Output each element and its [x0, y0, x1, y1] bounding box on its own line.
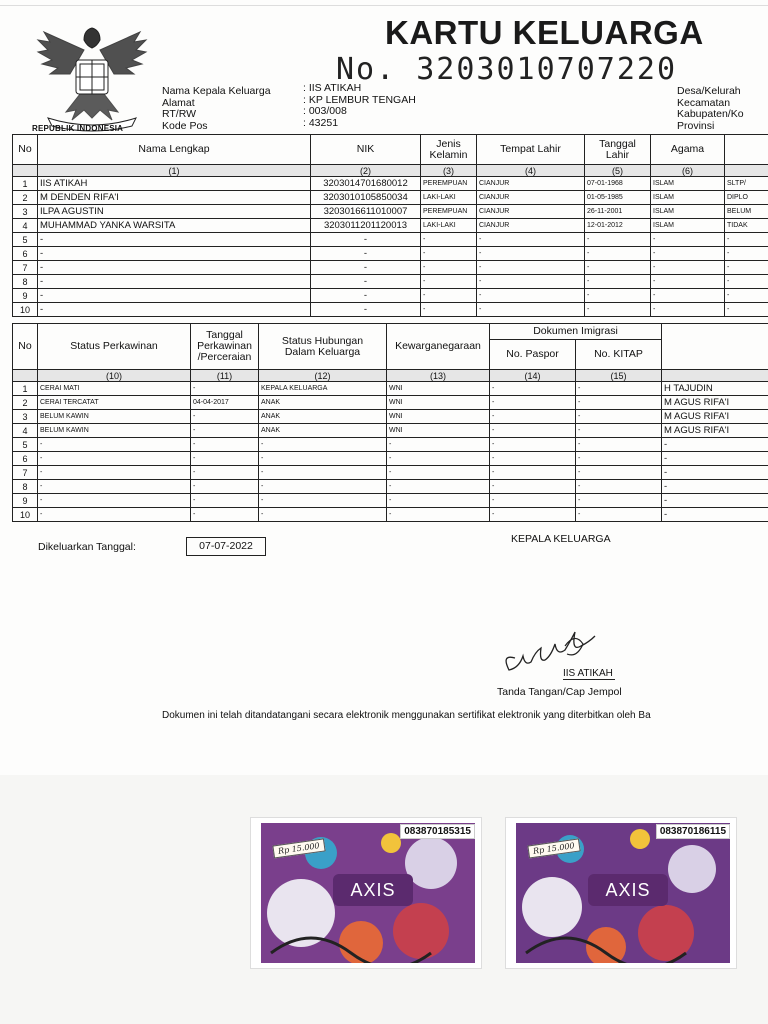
- document-title: KARTU KELUARGA: [385, 14, 704, 51]
- table-cell: -: [576, 410, 662, 424]
- table-cell: -: [477, 289, 585, 303]
- table-cell: M AGUS RIFA'I: [662, 410, 768, 424]
- table-cell: -: [490, 466, 576, 480]
- table-cell: 3203016611010007: [311, 205, 421, 219]
- label-village: Desa/Kelurah: [677, 85, 741, 97]
- table-cell: -: [725, 261, 768, 275]
- table-cell: -: [490, 424, 576, 438]
- column-number: (11): [191, 370, 259, 382]
- col-religion: Agama: [651, 135, 725, 165]
- column-number: (1): [38, 165, 311, 177]
- column-number: (2): [311, 165, 421, 177]
- col-no-2: No: [13, 324, 38, 370]
- column-number: (6): [651, 165, 725, 177]
- col-full-name: Nama Lengkap: [38, 135, 311, 165]
- table-cell: -: [576, 494, 662, 508]
- table-row: [13, 303, 768, 317]
- table-cell: -: [490, 494, 576, 508]
- table-cell: ISLAM: [651, 191, 725, 205]
- table-cell: ILPA AGUSTIN: [38, 205, 311, 219]
- table-cell: -: [259, 452, 387, 466]
- table-cell: IIS ATIKAH: [38, 177, 311, 191]
- table-cell: 1: [13, 177, 38, 191]
- table-cell: CIANJUR: [477, 177, 585, 191]
- table-cell: -: [662, 494, 768, 508]
- header-values: [303, 83, 416, 129]
- table-cell: 07-01-1968: [585, 177, 651, 191]
- table-cell: 10: [13, 303, 38, 317]
- table-cell: M AGUS RIFA'I: [662, 396, 768, 410]
- value-rt-rw: : 003/008: [303, 105, 347, 117]
- table-cell: 8: [13, 275, 38, 289]
- table-cell: -: [651, 289, 725, 303]
- label-rt-rw: RT/RW: [162, 108, 197, 120]
- table-cell: 12-01-2012: [585, 219, 651, 233]
- table-cell: CIANJUR: [477, 219, 585, 233]
- col-gender: Jenis Kelamin: [421, 135, 477, 165]
- column-number: [725, 165, 768, 177]
- electronic-signature-notice: Dokumen ini telah ditandatangani secara elektronik menggunakan sertifikat elektronik yang diterbitkan oleh Ba: [162, 710, 651, 721]
- table-cell: -: [576, 480, 662, 494]
- table-cell: -: [662, 438, 768, 452]
- table-cell: -: [311, 289, 421, 303]
- table-cell: ISLAM: [651, 205, 725, 219]
- table-cell: -: [191, 466, 259, 480]
- table-cell: 26-11-2001: [585, 205, 651, 219]
- table-cell: CIANJUR: [477, 191, 585, 205]
- table-cell: -: [38, 452, 191, 466]
- table-cell: KEPALA KELUARGA: [259, 382, 387, 396]
- table-cell: -: [725, 233, 768, 247]
- value-postal-code: : 43251: [303, 116, 339, 129]
- head-of-family-label: KEPALA KELUARGA: [511, 533, 611, 545]
- table-cell: LAKI-LAKI: [421, 191, 477, 205]
- col-no: No: [13, 135, 38, 165]
- table-row: [13, 261, 768, 275]
- table-cell: 3203014701680012: [311, 177, 421, 191]
- table-row: [13, 466, 768, 480]
- table-row: [13, 191, 768, 205]
- header-labels: [162, 86, 271, 132]
- table-cell: -: [662, 452, 768, 466]
- table-cell: WNI: [387, 396, 490, 410]
- table-cell: -: [576, 438, 662, 452]
- table-cell: -: [38, 438, 191, 452]
- table-cell: WNI: [387, 382, 490, 396]
- table-cell: 9: [13, 494, 38, 508]
- table-cell: 7: [13, 261, 38, 275]
- issued-date-value: 07-07-2022: [186, 537, 266, 556]
- table-cell: -: [191, 494, 259, 508]
- table-cell: -: [725, 289, 768, 303]
- table-row: [13, 382, 768, 396]
- table-cell: -: [387, 480, 490, 494]
- col-education: [725, 135, 768, 165]
- column-number: (4): [477, 165, 585, 177]
- table-cell: -: [38, 466, 191, 480]
- table-cell: -: [576, 508, 662, 522]
- signature-underline: [563, 679, 615, 680]
- family-status-table: [12, 323, 768, 522]
- table-row: [13, 494, 768, 508]
- table-cell: -: [490, 452, 576, 466]
- table-cell: -: [387, 508, 490, 522]
- label-regency: Kabupaten/Ko: [677, 108, 744, 120]
- table-row: [13, 452, 768, 466]
- garuda-emblem-icon: [30, 20, 155, 135]
- table-cell: 2: [13, 396, 38, 410]
- table-cell: -: [38, 303, 311, 317]
- table-cell: WNI: [387, 410, 490, 424]
- col-birthdate: Tanggal Lahir: [585, 135, 651, 165]
- value-head-of-family: : IIS ATIKAH: [303, 82, 362, 94]
- column-number: (13): [387, 370, 490, 382]
- voucher-phone-number: 083870185315: [400, 824, 475, 839]
- voucher-card-1: [250, 817, 482, 969]
- table-cell: 7: [13, 466, 38, 480]
- table-cell: -: [191, 382, 259, 396]
- table-cell: -: [387, 438, 490, 452]
- table-row: [13, 205, 768, 219]
- table-cell: -: [576, 466, 662, 480]
- table-cell: H TAJUDIN: [662, 382, 768, 396]
- table-cell: BELUM KAWIN: [38, 424, 191, 438]
- table-row: [13, 275, 768, 289]
- table-row: [13, 177, 768, 191]
- table-cell: ANAK: [259, 396, 387, 410]
- table-cell: -: [477, 261, 585, 275]
- table-cell: -: [311, 303, 421, 317]
- document-number: No. 3203010707220: [336, 52, 678, 87]
- col-parents: [662, 324, 768, 370]
- table-cell: -: [490, 410, 576, 424]
- col-kitap-no: No. KITAP: [576, 340, 662, 370]
- table-cell: -: [38, 494, 191, 508]
- table-cell: -: [585, 261, 651, 275]
- table-cell: -: [585, 289, 651, 303]
- table-cell: 01-05-1985: [585, 191, 651, 205]
- table-cell: -: [191, 508, 259, 522]
- table-cell: -: [191, 452, 259, 466]
- table-cell: ISLAM: [651, 219, 725, 233]
- table-cell: -: [311, 233, 421, 247]
- table-cell: WNI: [387, 424, 490, 438]
- table-row: [13, 396, 768, 410]
- column-number: (14): [490, 370, 576, 382]
- issued-date-label: Dikeluarkan Tanggal:: [38, 541, 136, 553]
- col-family-relation: Status Hubungan Dalam Keluarga: [259, 324, 387, 370]
- column-number: [13, 165, 38, 177]
- column-number: (12): [259, 370, 387, 382]
- table-cell: -: [191, 424, 259, 438]
- signature-caption: Tanda Tangan/Cap Jempol: [497, 686, 622, 698]
- table-cell: -: [725, 247, 768, 261]
- table-row: [13, 508, 768, 522]
- table-cell: -: [585, 303, 651, 317]
- table-cell: -: [387, 494, 490, 508]
- column-number-row: [13, 165, 768, 177]
- table-cell: -: [311, 247, 421, 261]
- table-cell: 9: [13, 289, 38, 303]
- column-number: [662, 370, 768, 382]
- table-cell: -: [38, 480, 191, 494]
- table-cell: -: [576, 452, 662, 466]
- table-cell: -: [38, 275, 311, 289]
- table-cell: -: [651, 261, 725, 275]
- table-cell: -: [477, 247, 585, 261]
- voucher-price: Rp 15.000: [527, 838, 580, 858]
- voucher-brand: AXIS: [588, 874, 668, 906]
- table-cell: -: [585, 247, 651, 261]
- table-cell: -: [421, 289, 477, 303]
- table-cell: SLTP/: [725, 177, 768, 191]
- table-row: [13, 233, 768, 247]
- table-cell: -: [725, 275, 768, 289]
- table-cell: -: [662, 480, 768, 494]
- table-cell: -: [38, 289, 311, 303]
- table-cell: CERAI MATI: [38, 382, 191, 396]
- table-cell: -: [651, 303, 725, 317]
- col-immigration-docs: Dokumen Imigrasi: [490, 324, 662, 340]
- table-cell: -: [311, 275, 421, 289]
- table-cell: -: [191, 438, 259, 452]
- table-cell: -: [259, 480, 387, 494]
- table-cell: -: [662, 466, 768, 480]
- table-cell: -: [576, 382, 662, 396]
- scan-edge: [0, 5, 768, 6]
- table-cell: 1: [13, 382, 38, 396]
- col-passport-no: No. Paspor: [490, 340, 576, 370]
- table-cell: -: [421, 247, 477, 261]
- table-cell: -: [662, 508, 768, 522]
- table-cell: -: [725, 303, 768, 317]
- table-cell: -: [490, 480, 576, 494]
- column-number: (15): [576, 370, 662, 382]
- table-cell: -: [651, 233, 725, 247]
- table-cell: -: [387, 466, 490, 480]
- family-status-body: [13, 382, 768, 522]
- column-number-row-2: [13, 370, 768, 382]
- table-cell: -: [477, 275, 585, 289]
- column-number: (10): [38, 370, 191, 382]
- table-cell: -: [585, 233, 651, 247]
- table-cell: 3203010105850034: [311, 191, 421, 205]
- table-row: [13, 410, 768, 424]
- table-cell: LAKI-LAKI: [421, 219, 477, 233]
- table-cell: CIANJUR: [477, 205, 585, 219]
- col-birthplace: Tempat Lahir: [477, 135, 585, 165]
- col-marital-status: Status Perkawinan: [38, 324, 191, 370]
- voucher-card-2: [505, 817, 737, 969]
- table-cell: -: [490, 508, 576, 522]
- table-row: [13, 247, 768, 261]
- table-cell: 5: [13, 438, 38, 452]
- col-nik: NIK: [311, 135, 421, 165]
- table-cell: ANAK: [259, 410, 387, 424]
- voucher-brand: AXIS: [333, 874, 413, 906]
- table-cell: -: [38, 508, 191, 522]
- family-members-body: [13, 177, 768, 317]
- table-cell: -: [259, 508, 387, 522]
- col-citizenship: Kewarganegaraan: [387, 324, 490, 370]
- table-cell: 4: [13, 219, 38, 233]
- table-cell: -: [421, 261, 477, 275]
- table-cell: 5: [13, 233, 38, 247]
- table-cell: ANAK: [259, 424, 387, 438]
- table-row: [13, 289, 768, 303]
- voucher-phone-number: 083870186115: [656, 824, 730, 839]
- table-cell: -: [490, 382, 576, 396]
- table-cell: -: [259, 438, 387, 452]
- table-cell: M DENDEN RIFA'I: [38, 191, 311, 205]
- table-cell: 3: [13, 205, 38, 219]
- family-members-table: [12, 134, 768, 317]
- column-number: (3): [421, 165, 477, 177]
- table-cell: 4: [13, 424, 38, 438]
- table-cell: -: [477, 303, 585, 317]
- table-cell: -: [490, 396, 576, 410]
- label-district: Kecamatan: [677, 96, 731, 109]
- table-cell: -: [38, 247, 311, 261]
- table-cell: ISLAM: [651, 177, 725, 191]
- table-cell: M AGUS RIFA'I: [662, 424, 768, 438]
- table-cell: 04-04-2017: [191, 396, 259, 410]
- label-address: Alamat: [162, 96, 195, 109]
- value-address: : KP LEMBUR TENGAH: [303, 93, 416, 106]
- voucher-price: Rp 15.000: [272, 838, 325, 858]
- table-cell: 8: [13, 480, 38, 494]
- emblem-caption: REPUBLIK INDONESIA: [32, 124, 124, 133]
- table-cell: 2: [13, 191, 38, 205]
- table-cell: CERAI TERCATAT: [38, 396, 191, 410]
- header-right-labels: [677, 86, 744, 132]
- table-cell: -: [477, 233, 585, 247]
- table-cell: -: [191, 410, 259, 424]
- table-cell: -: [490, 438, 576, 452]
- label-postal-code: Kode Pos: [162, 119, 208, 132]
- table-cell: 3: [13, 410, 38, 424]
- table-cell: -: [259, 494, 387, 508]
- table-cell: -: [259, 466, 387, 480]
- table-cell: PEREMPUAN: [421, 205, 477, 219]
- table-row: [13, 424, 768, 438]
- table-cell: -: [421, 233, 477, 247]
- table-cell: -: [38, 261, 311, 275]
- table-cell: BELUM: [725, 205, 768, 219]
- table-cell: -: [387, 452, 490, 466]
- signer-name: IIS ATIKAH: [563, 668, 613, 679]
- label-head-of-family: Nama Kepala Keluarga: [162, 85, 271, 97]
- table-cell: MUHAMMAD YANKA WARSITA: [38, 219, 311, 233]
- table-cell: DIPLO: [725, 191, 768, 205]
- table-cell: -: [421, 303, 477, 317]
- table-cell: PEREMPUAN: [421, 177, 477, 191]
- table-cell: -: [585, 275, 651, 289]
- col-marriage-date: Tanggal Perkawinan /Perceraian: [191, 324, 259, 370]
- table-cell: 10: [13, 508, 38, 522]
- table-cell: -: [311, 261, 421, 275]
- table-cell: -: [421, 275, 477, 289]
- table-cell: -: [651, 275, 725, 289]
- table-cell: 6: [13, 452, 38, 466]
- table-cell: -: [576, 396, 662, 410]
- table-cell: TIDAK: [725, 219, 768, 233]
- table-row: [13, 219, 768, 233]
- table-cell: -: [38, 233, 311, 247]
- table-cell: 3203011201120013: [311, 219, 421, 233]
- column-number: [13, 370, 38, 382]
- table-row: [13, 480, 768, 494]
- label-province: Provinsi: [677, 119, 715, 132]
- table-row: [13, 438, 768, 452]
- table-cell: BELUM KAWIN: [38, 410, 191, 424]
- table-cell: 6: [13, 247, 38, 261]
- table-cell: -: [576, 424, 662, 438]
- table-cell: -: [191, 480, 259, 494]
- column-number: (5): [585, 165, 651, 177]
- table-cell: -: [651, 247, 725, 261]
